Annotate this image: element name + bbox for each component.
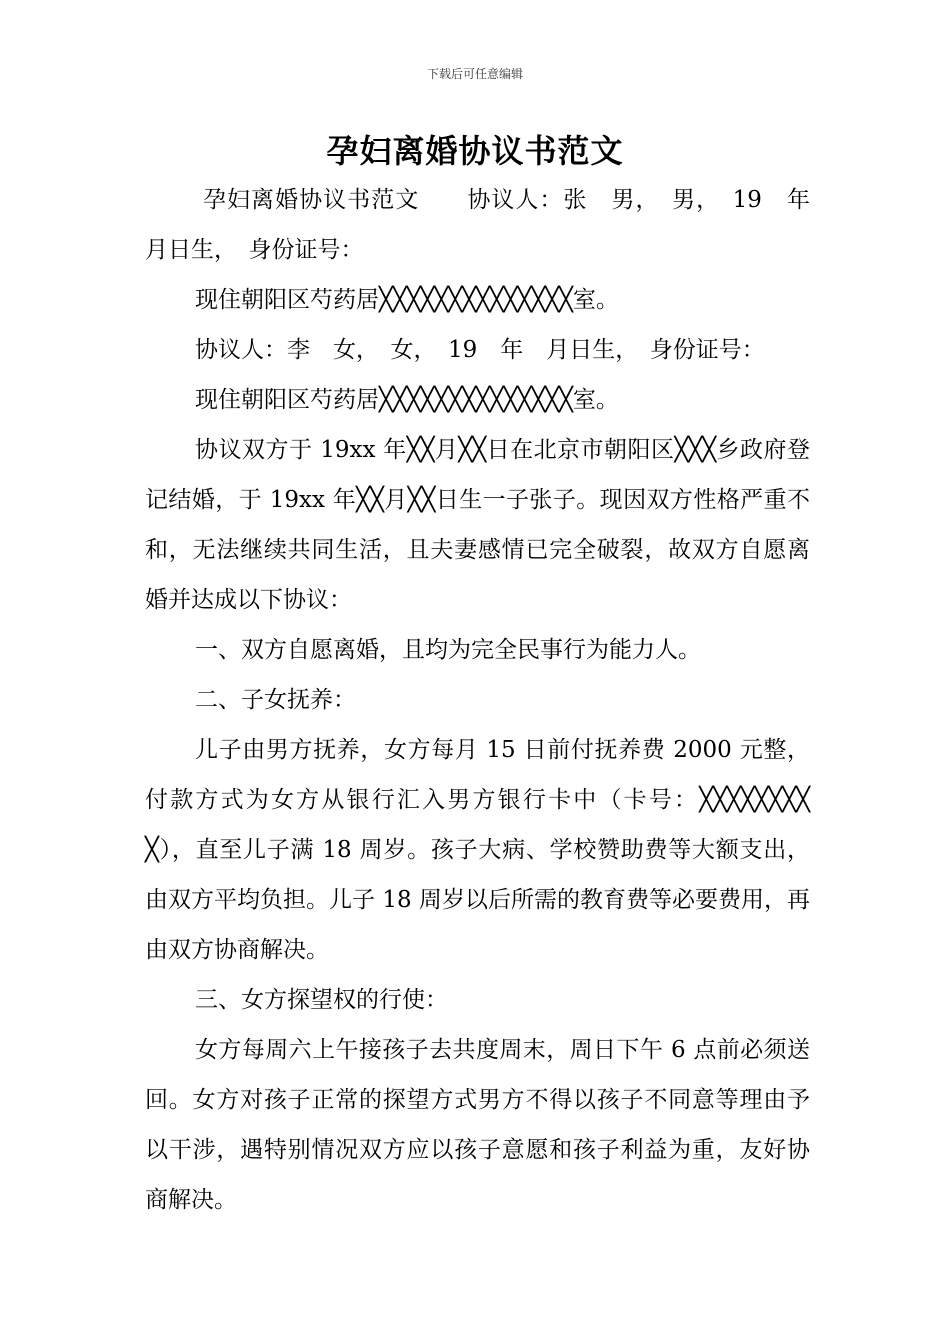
paragraph-address-male: 现住朝阳区芍药居╳╳╳╳╳╳╳╳╳╳╳╳╳╳室。 — [195, 287, 619, 313]
header-note: 下载后可任意编辑 — [426, 67, 523, 81]
paragraph-visitation: 女方每周六上午接孩子去共度周末，周日下午 6 点前必须送回。女方对孩子正常的探望方式男方不得以孩子不同意等理由予以干涉，遇特别情况双方应以孩子意愿和孩子利益为重，友好协商解决。 — [145, 1037, 810, 1213]
paragraph-clause-2-heading: 二、子女抚养： — [195, 687, 356, 713]
paragraph-address-female: 现住朝阳区芍药居╳╳╳╳╳╳╳╳╳╳╳╳╳╳室。 — [195, 387, 619, 413]
paragraph-clause-1: 一、双方自愿离婚，且均为完全民事行为能力人。 — [195, 637, 701, 663]
paragraph-party-female: 协议人：李 女， 女， 19 年 月日生， 身份证号： — [195, 337, 765, 363]
paragraph-child-support: 儿子由男方抚养，女方每月 15 日前付抚养费 2000 元整，付款方式为女方从银行汇入男方银行卡中（卡号：╳╳╳╳╳╳╳╳╳），直至儿子满 18 周岁。孩子大病、学校赞助费等大额支出，由双方平均负担。儿子 18 周岁以后所需的教育费等必要费用，再由双方协商解决。 — [145, 737, 810, 963]
paragraph-marriage-background: 协议双方于 19xx 年╳╳月╳╳日在北京市朝阳区╳╳╳乡政府登记结婚，于 19xx 年╳╳月╳╳日生一子张子。现因双方性格严重不和，无法继续共同生活，且夫妻感情已完全破裂，故双方自愿离婚并达成以下协议： — [145, 437, 810, 613]
paragraph-party-male: 孕妇离婚协议书范文 协议人：张 男， 男， 19 年 月日生， 身份证号： — [145, 187, 833, 263]
document-body — [145, 175, 833, 1225]
document-title: 孕妇离婚协议书范文 — [326, 132, 624, 170]
paragraph-clause-3-heading: 三、女方探望权的行使： — [195, 987, 448, 1013]
